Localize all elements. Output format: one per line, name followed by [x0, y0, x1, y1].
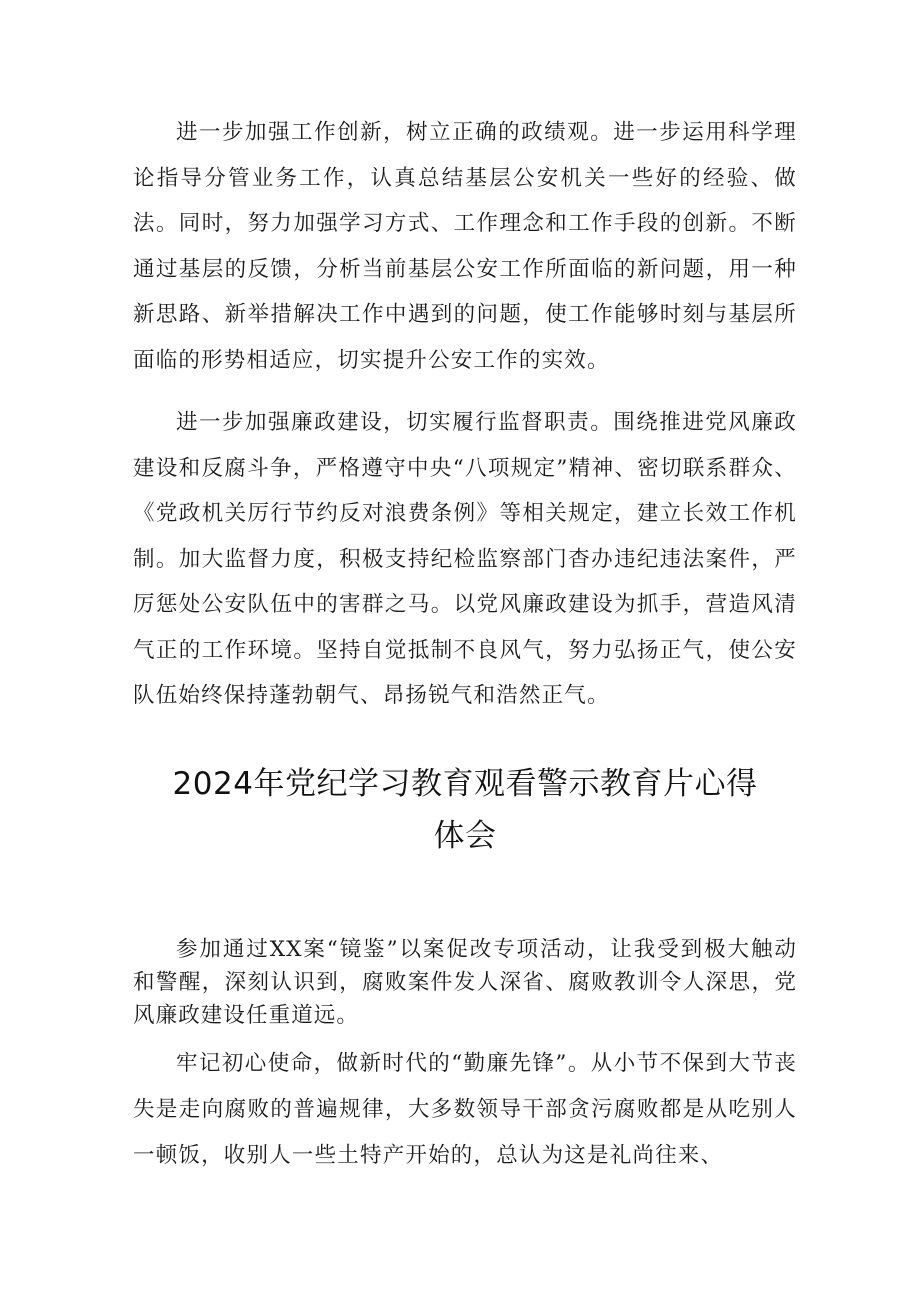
body-paragraph-case-study: 参加通过XX案“镜鉴”以案促改专项活动，让我受到极大触动和警醒，深刻认识到，腐败案件发人深省、腐败教训令人深思，党风廉政建设任重道远。 [133, 937, 797, 1028]
section-title [133, 758, 797, 862]
body-paragraph-original-mission: 牢记初心使命，做新时代的“勤廉先锋”。从小节不保到大节丧失是走向腐败的普遍规律，大多数领导干部贪污腐败都是从吃别人一顿饭，收别人一些土特产开始的，总认为这是礼尚往来、 [133, 1051, 797, 1168]
body-paragraph-integrity-building: 进一步加强廉政建设，切实履行监督职责。围绕推进党风廉政建设和反腐斗争，严格遵守中央“八项规定”精神、密切联系群众、《党政机关厉行节约反对浪费条例》等相关规定，建立长效工作机制。加大监督力度，积极支持纪检监察部门杳办违纪违法案件，严厉惩处公安队伍中的害群之马。以党风廉政建设为抓手，营造风清气正的工作环境。坚持自觉抵制不良风气，努力弘扬正气，使公安队伍始终保持蓬勃朝气、昂扬锐气和浩然正气。 [133, 410, 797, 708]
section-title-line-2: 体会 [433, 818, 497, 854]
body-paragraph-work-innovation: 进一步加强工作创新，树立正确的政绩观。进一步运用科学理论指导分管业务工作，认真总结基层公安机关一些好的经验、做法。同时，努力加强学习方式、工作理念和工作手段的创新。不断通过基层的反馈，分析当前基层公安工作所面临的新问题，用一种新思路、新举措解决工作中遇到的问题，使工作能够时刻与基层所面临的形势相适应，切实提升公安工作的实效。 [133, 120, 797, 373]
section-title-line-1: 2024年党纪学习教育观看警示教育片心得 [172, 766, 758, 802]
